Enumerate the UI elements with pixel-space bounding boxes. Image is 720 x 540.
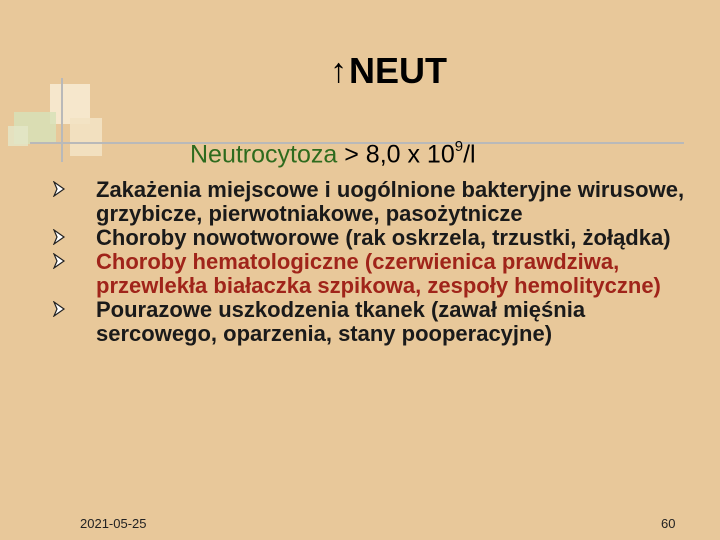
subtitle-term: Neutrocytoza <box>190 140 338 169</box>
arrowhead-bullet-icon <box>52 253 66 269</box>
slide-subtitle <box>190 140 476 169</box>
subtitle-exponent: 9 <box>454 138 464 155</box>
bullet-text: Pourazowe uszkodzenia tkanek (zawał mięśnia sercowego, oparzenia, stany pooperacyjne) <box>96 297 586 346</box>
slide-title <box>330 50 447 92</box>
arrowhead-bullet-icon <box>52 181 66 197</box>
list-item <box>82 250 702 298</box>
list-item <box>82 226 702 250</box>
subtitle-unit: /l <box>463 140 476 169</box>
page-number: 60 <box>661 516 676 531</box>
footer-date: 2021-05-25 <box>80 516 147 531</box>
up-arrow-icon: ↑ <box>330 51 347 90</box>
bullet-text: Choroby hematologiczne (czerwienica prawdziwa, przewlekła białaczka szpikowa, zespoły hemolityczne) <box>96 249 661 298</box>
bullet-text: Choroby nowotworowe (rak oskrzela, trzustki, żołądka) <box>96 225 671 250</box>
bullet-list <box>82 178 702 346</box>
title-text: NEUT <box>349 50 447 91</box>
list-item <box>82 298 702 346</box>
arrowhead-bullet-icon <box>52 229 66 245</box>
list-item <box>82 178 702 226</box>
arrowhead-bullet-icon <box>52 301 66 317</box>
bullet-text: Zakażenia miejscowe i uogólnione bakteryjne wirusowe, grzybicze, pierwotniakowe, pasożytnicze <box>96 177 685 226</box>
subtitle-value: > 8,0 x 10 <box>337 140 455 169</box>
